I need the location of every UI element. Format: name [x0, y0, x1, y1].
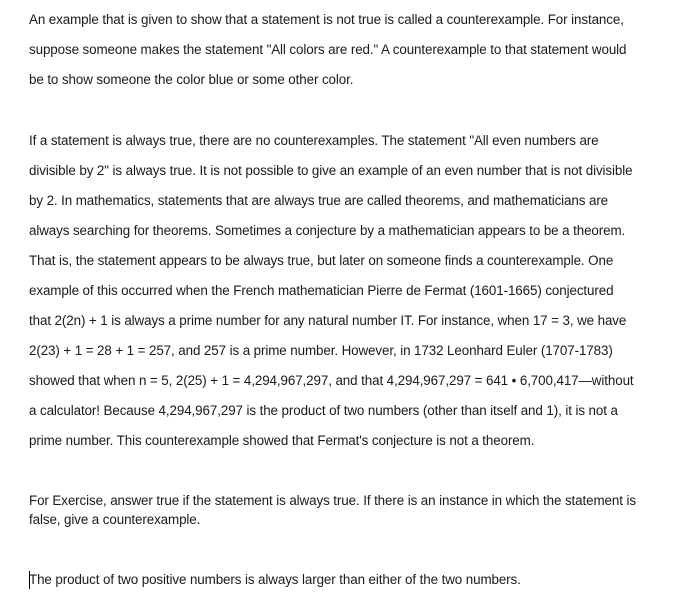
text-line: always searching for theorems. Sometimes a conjecture by a mathematician appears to be a theorem. [29, 223, 626, 238]
text-line: prime number. This counterexample showed that Fermat's conjecture is not a theorem. [29, 433, 535, 448]
text-line: That is, the statement appears to be always true, but later on someone finds a counterexample. One [29, 253, 614, 268]
text-line: showed that when n = 5, 2(25) + 1 = 4,294,967,297, and that 4,294,967,297 = 641 • 6,700,417—without [29, 373, 634, 388]
text-line: false, give a counterexample. [29, 512, 201, 527]
text-line: If a statement is always true, there are no counterexamples. The statement "All even numbers are [29, 133, 599, 148]
text-line: that 2(2n) + 1 is always a prime number for any natural number IT. For instance, when 17 = 3, we have [29, 313, 627, 328]
text-line: For Exercise, answer true if the statement is always true. If there is an instance in which the statement is [29, 493, 636, 508]
text-line: be to show someone the color blue or some other color. [29, 72, 354, 87]
text-line: suppose someone makes the statement "All colors are red." A counterexample to that statement would [29, 42, 627, 57]
text-line: a calculator! Because 4,294,967,297 is the product of two numbers (other than itself and 1), it is not a [29, 403, 618, 418]
text-line: by 2. In mathematics, statements that are always true are called theorems, and mathematicians are [29, 193, 609, 208]
text-line: divisible by 2" is always true. It is not possible to give an example of an even number that is not divisible [29, 163, 633, 178]
text-line: An example that is given to show that a statement is not true is called a counterexample. For instance, [29, 12, 624, 27]
text-line: The product of two positive numbers is always larger than either of the two numbers. [29, 572, 521, 587]
text-line: 2(23) + 1 = 28 + 1 = 257, and 257 is a prime number. However, in 1732 Leonhard Euler (1707-1783) [29, 343, 613, 358]
text-line: example of this occurred when the French mathematician Pierre de Fermat (1601-1665) conjectured [29, 283, 614, 298]
